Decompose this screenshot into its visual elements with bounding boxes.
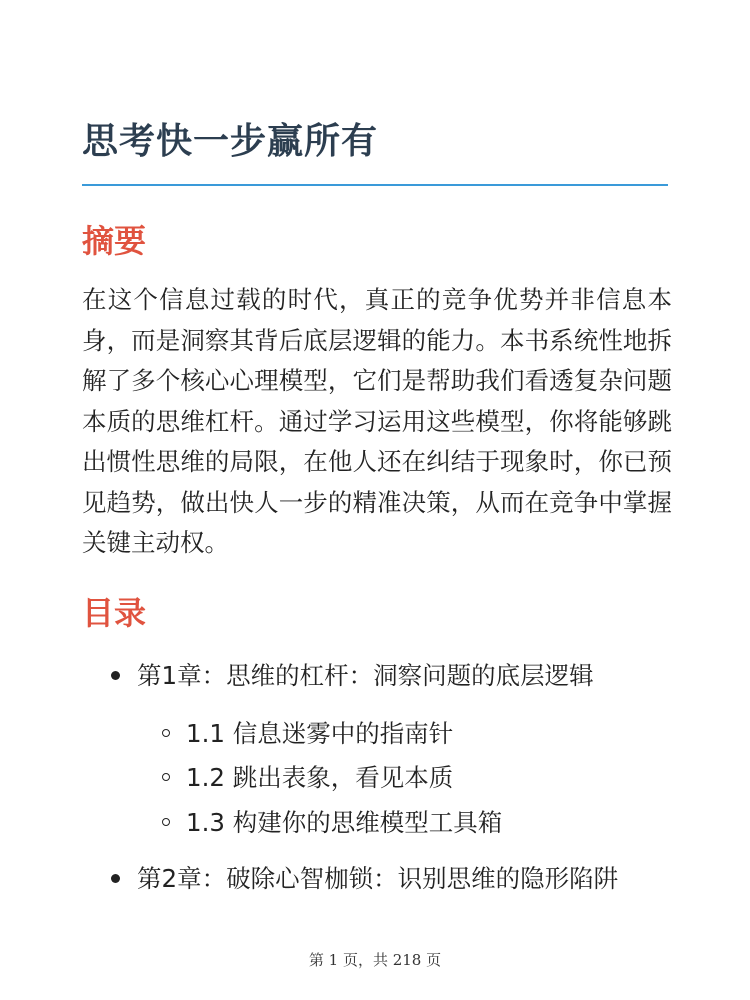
toc-section-1-1 [162, 717, 453, 751]
toc-chapter-2 [82, 862, 618, 896]
toc-chapter-label: 第1章：思维的杠杆：洞察问题的底层逻辑 [137, 661, 594, 690]
toc-section-label: 1.2 跳出表象，看见本质 [186, 763, 454, 792]
toc-section-label: 1.3 构建你的思维模型工具箱 [186, 808, 503, 837]
page-number-footer: 第 1 页，共 218 页 [308, 951, 442, 969]
toc-section-1-2 [162, 761, 453, 795]
abstract-paragraph: 在这个信息过载的时代，真正的竞争优势并非信息本身，而是洞察其背后底层逻辑的能力。本书系统性地拆解了多个核心心理模型，它们是帮助我们看透复杂问题本质的思维杠杆。通过学习运用这些模型，你将能够跳出惯性思维的局限，在他人还在纠结于现象时，你已预见趋势，做出快人一步的精准决策，从而在竞争中掌握关键主动权。 [82, 285, 672, 557]
circle-bullet-icon [162, 818, 170, 826]
toc-section-label: 1.1 信息迷雾中的指南针 [186, 719, 454, 748]
circle-bullet-icon [162, 773, 170, 781]
bullet-icon [111, 671, 120, 680]
toc-chapter-1 [82, 659, 594, 693]
title-divider [82, 184, 668, 186]
circle-bullet-icon [162, 729, 170, 737]
toc-chapter-label: 第2章：破除心智枷锁：识别思维的隐形陷阱 [137, 864, 619, 893]
bullet-icon [111, 874, 120, 883]
page-title: 思考快一步赢所有 [82, 121, 379, 162]
toc-heading: 目录 [82, 594, 147, 632]
abstract-heading: 摘要 [82, 222, 147, 260]
toc-section-1-3 [162, 806, 502, 840]
